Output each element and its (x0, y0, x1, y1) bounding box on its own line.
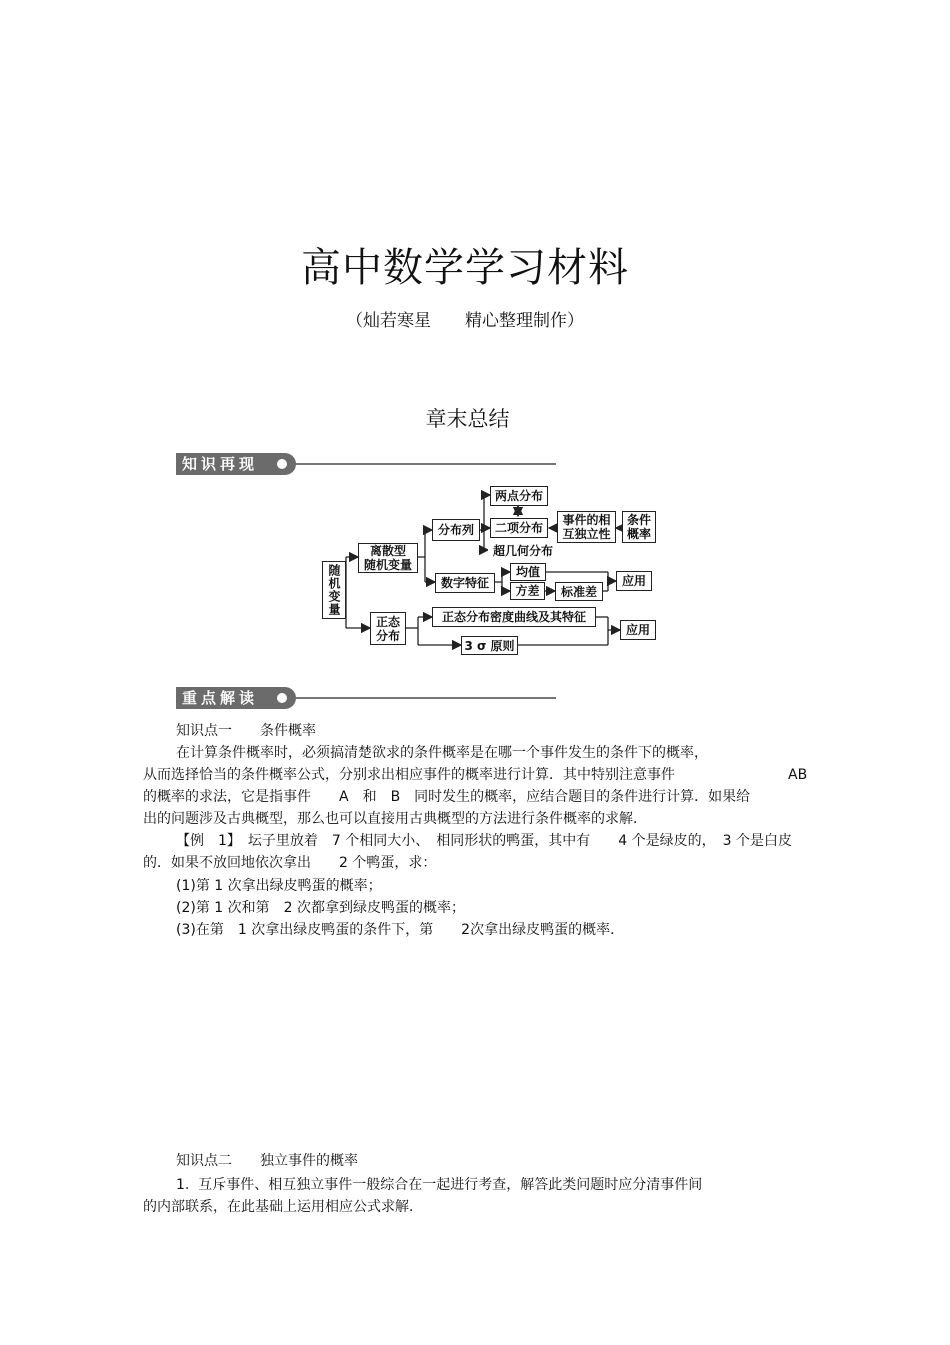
node-normal (370, 612, 406, 645)
node-label: 两点分布 (494, 489, 543, 503)
question-2: (2)第 1 次和第 2 次都拿到绿皮鸭蛋的概率； (176, 900, 465, 916)
node-label: 数字特征 (440, 576, 489, 590)
node-discrete (358, 543, 418, 573)
question-3: (3)在第 1 次拿出绿皮鸭蛋的条件下，第 2次拿出绿皮鸭蛋的概率． (176, 922, 625, 938)
node-label: 分布 (375, 628, 400, 643)
node-numeric-features (435, 573, 495, 593)
node-label: 二项分布 (494, 521, 543, 535)
node-two-point (490, 486, 548, 506)
node-apply-2 (620, 620, 656, 640)
node-label: 概率 (626, 527, 651, 541)
node-hypergeometric (488, 541, 558, 561)
paragraph-line: 1. 互斥事件、相互独立事件一般综合在一起进行考查，解答此类问题时应分清事件间 (176, 1177, 703, 1193)
node-normal-curve (432, 607, 596, 627)
kp2-heading: 知识点二 独立事件的概率 (176, 1153, 358, 1169)
paragraph-line: AB (788, 767, 808, 783)
node-label: 随机变量 (363, 558, 412, 572)
node-three-sigma (461, 636, 518, 655)
node-label: 互独立性 (562, 527, 611, 541)
node-label: 标准差 (560, 584, 597, 599)
section-divider (296, 697, 556, 699)
node-distribution-list (432, 519, 480, 541)
node-variance (510, 582, 545, 600)
section-label: 重点解读 (176, 687, 296, 709)
paragraph-line: 在计算条件概率时，必须搞清楚欲求的条件概率是在哪一个事件发生的条件下的概率， (176, 745, 708, 761)
node-label: 超几何分布 (492, 544, 553, 558)
node-label: 正态分布密度曲线及其特征 (441, 610, 586, 624)
bullet-dot-icon (277, 693, 287, 703)
node-label: 3 σ 原则 (464, 638, 515, 653)
node-label: 分布列 (437, 523, 474, 537)
kp1-heading: 知识点一 条件概率 (176, 723, 316, 739)
page-subtitle: （灿若寒星 精心整理制作） (346, 311, 584, 331)
paragraph-line: 从而选择恰当的条件概率公式，分别求出相应事件的概率进行计算．其中特别注意事件 (143, 767, 675, 783)
node-mean (510, 563, 546, 581)
node-random-variable (322, 561, 346, 619)
example-line: 【例 1】 坛子里放着 7 个相同大小、 相同形状的鸭蛋，其中有 4 个是绿皮的， 3 个是白皮 (176, 833, 792, 849)
question-1: (1)第 1 次拿出绿皮鸭蛋的概率； (176, 878, 382, 894)
node-label: 离散型 (369, 544, 406, 558)
node-label: 方差 (515, 584, 540, 598)
example-line: 的．如果不放回地依次拿出 2 个鸭蛋，求： (143, 855, 437, 871)
node-label: 事件的相 (562, 513, 611, 527)
node-label: 随机变量 (327, 564, 341, 616)
paragraph-line: 的内部联系，在此基础上运用相应公式求解． (143, 1199, 423, 1215)
node-label: 正态 (375, 614, 400, 629)
chapter-title: 章末总结 (425, 407, 510, 431)
paragraph-line: 的概率的求法，它是指事件 A 和 B 同时发生的概率，应结合题目的条件进行计算．如果给 (143, 789, 751, 805)
page-title: 高中数学学习材料 (301, 245, 629, 291)
node-label: 条件 (626, 513, 651, 527)
paragraph-line: 出的问题涉及古典概型，那么也可以直接用古典概型的方法进行条件概率的求解． (143, 811, 647, 827)
node-conditional (622, 511, 656, 543)
node-independence (557, 511, 616, 543)
node-label: 均值 (515, 565, 540, 579)
node-label: 应用 (621, 574, 646, 588)
node-binomial (490, 518, 548, 538)
node-label: 应用 (625, 623, 650, 637)
node-std (555, 582, 603, 601)
section-label: 知识再现 (176, 453, 296, 475)
node-apply-1 (616, 571, 652, 591)
